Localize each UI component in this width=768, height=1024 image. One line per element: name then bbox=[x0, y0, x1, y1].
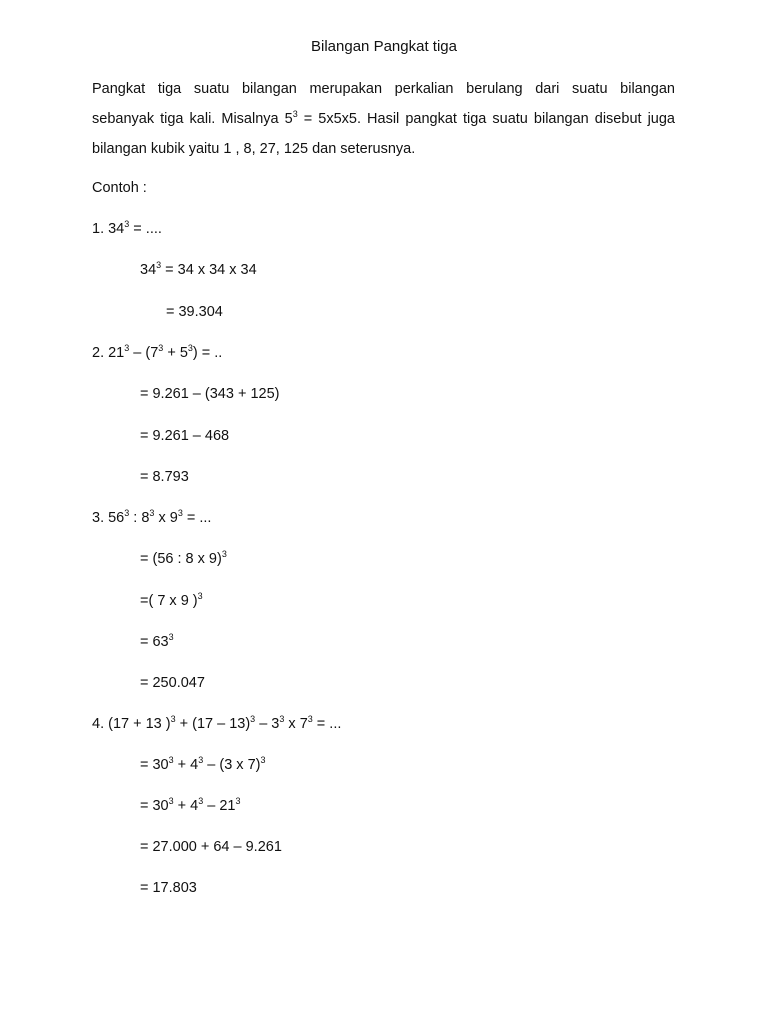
document-title: Bilangan Pangkat tiga bbox=[311, 38, 457, 55]
example-4-step-1: = $30^3 + 4^3 - (3$ x 7)$^3$ bbox=[140, 755, 266, 773]
intro-paragraph bbox=[92, 74, 675, 164]
intro-line-1: Pangkat tiga suatu bilangan merupakan perkalian berulang dari suatu bilangan bbox=[92, 81, 675, 97]
contoh-label: Contoh : bbox=[92, 180, 147, 196]
example-4-step-4: = 17.803 bbox=[140, 880, 197, 896]
intro-line-3: bilangan kubik yaitu 1 , 8, 27, 125 dan seterusnya. bbox=[92, 141, 416, 157]
example-1-question: 1. $34^3$ = .... bbox=[92, 219, 162, 237]
example-2-step-3: = 8.793 bbox=[140, 469, 189, 485]
example-4-question: 4. (17 + 13 )$^3 + (17 - 13)^3 - 3^3$ x $7^3$ = ... bbox=[92, 714, 342, 732]
example-3-step-3: = $63^3$ bbox=[140, 632, 174, 650]
example-4-step-3: = 27.000 + 64 – 9.261 bbox=[140, 839, 282, 855]
intro-line-2: sebanyak tiga kali. Misalnya $5^3 = 5x5x5$. Hasil pangkat tiga suatu bilangan disebut juga bbox=[92, 109, 675, 127]
example-3-step-4: = 250.047 bbox=[140, 675, 205, 691]
example-3-question: 3. $56^3$ : $8^3$ x $9^3$ = ... bbox=[92, 508, 212, 526]
example-1-step-1: $34^3 = 34$ x 34 x 34 bbox=[140, 260, 257, 278]
example-2-question: 2. $21^3 - (7^3 + 5^3)$ = .. bbox=[92, 343, 223, 361]
example-3-step-2: =( 7 x 9 )$^3$ bbox=[140, 591, 203, 609]
example-2-step-2: = 9.261 – 468 bbox=[140, 428, 230, 444]
example-3-step-1: = (56 : 8 x 9)$^3$ bbox=[140, 549, 227, 567]
example-4-step-2: = $30^3 + 4^3 - 21^3$ bbox=[140, 796, 241, 814]
example-2-step-1: = 9.261 – (343 + 125) bbox=[140, 386, 280, 402]
example-1-step-2: = 39.304 bbox=[166, 304, 223, 320]
